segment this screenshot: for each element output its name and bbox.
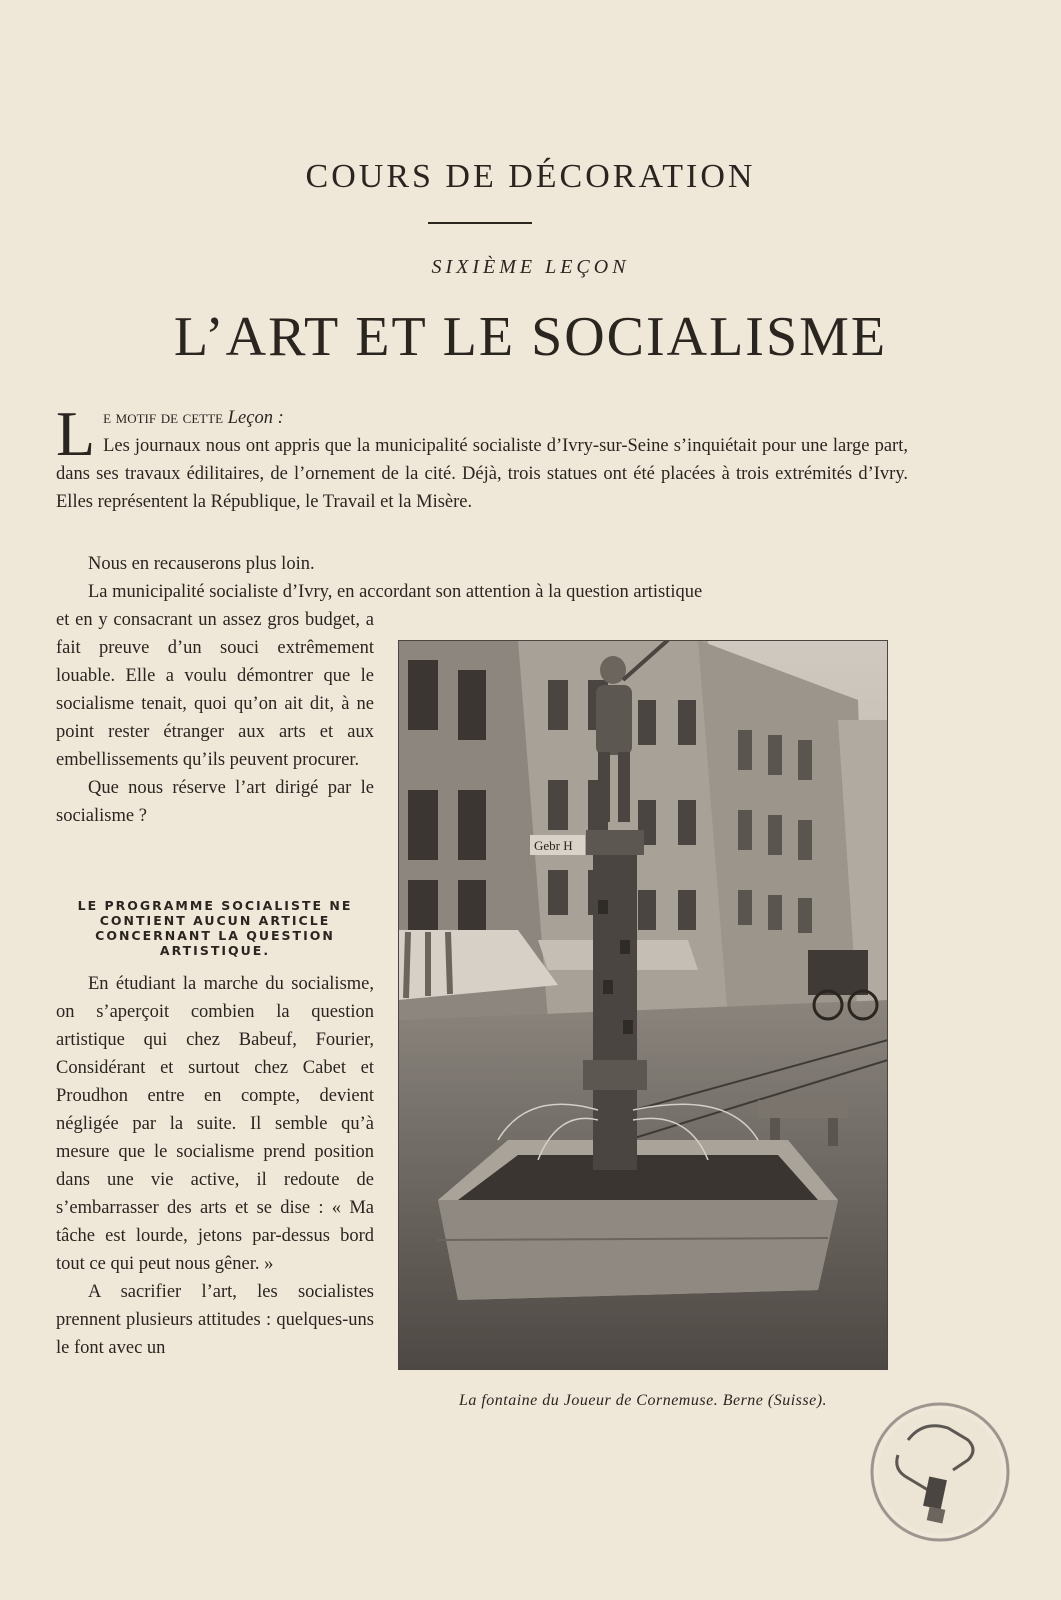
left-column-top — [56, 606, 374, 830]
library-stamp — [868, 1400, 1018, 1550]
paragraph-2: Nous en recauserons plus loin. — [88, 554, 315, 574]
article-title: L’ART ET LE SOCIALISME — [173, 306, 888, 368]
left-column-bottom — [56, 970, 374, 1362]
intro-lead-italic: Leçon : — [227, 408, 284, 428]
paragraph-socialism: En étudiant la marche du socialisme, on s’aperçoit combien la question artistique qui chez Babeuf, Fourier, Considérant et surtout chez Cabet et Proudhon entre en compte, devient négligée par la suite. Il semble qu’à mesure que le socialisme prend position dans une vie active, il redoute de s’embarrasser des arts et se dise : « Ma tâche est lourde, jetons par-dessus bord tout ce qui peut nous gêner. » — [56, 974, 374, 1274]
paragraph-3: La municipalité socialiste d’Ivry, en accordant son attention à la question artistique — [88, 582, 703, 602]
series-title: COURS DE DÉCORATION — [305, 158, 756, 195]
drop-cap: L — [56, 398, 96, 469]
fountain-photo-image — [398, 640, 888, 1370]
lesson-label: SIXIÈME LEÇON — [431, 256, 630, 278]
shop-sign-text: Gebr H — [534, 838, 573, 853]
fountain-photo — [398, 640, 888, 1370]
paragraph-question: Que nous réserve l’art dirigé par le socialisme ? — [56, 778, 374, 826]
section-subhead: LE PROGRAMME SOCIALISTE NE CONTIENT AUCUN ARTICLE CONCERNANT LA QUESTION ARTISTIQUE. — [77, 898, 353, 958]
intro-lead: e motif de cette — [103, 408, 224, 428]
paragraph-sacrifice: A sacrifier l’art, les socialistes prennent plusieurs attitudes : quelques-uns le font avec un — [56, 1282, 374, 1358]
paragraph-continuation: et en y consacrant un assez gros budget, a fait preuve d’un souci extrêmement louable. Elle a voulu démontrer que le socialisme tenait, quoi qu’on ait dit, à ne point rester étranger aux arts et aux embellissements qu’ils peuvent procurer. — [56, 610, 374, 770]
intro-body: Les journaux nous ont appris que la municipalité socialiste d’Ivry-sur-Seine s’inquiétait pour une large part, dans ses travaux édilitaires, de l’ornement de la cité. Déjà, trois statues ont été placées à trois extrémités d’Ivry. Elles représentent la République, le Travail et la Misère. — [56, 436, 908, 512]
hand-stamp-icon — [868, 1400, 1018, 1550]
figure-caption: La fontaine du Joueur de Cornemuse. Berne (Suisse). — [458, 1392, 828, 1409]
title-rule — [428, 222, 532, 224]
intro-paragraph — [56, 398, 908, 516]
